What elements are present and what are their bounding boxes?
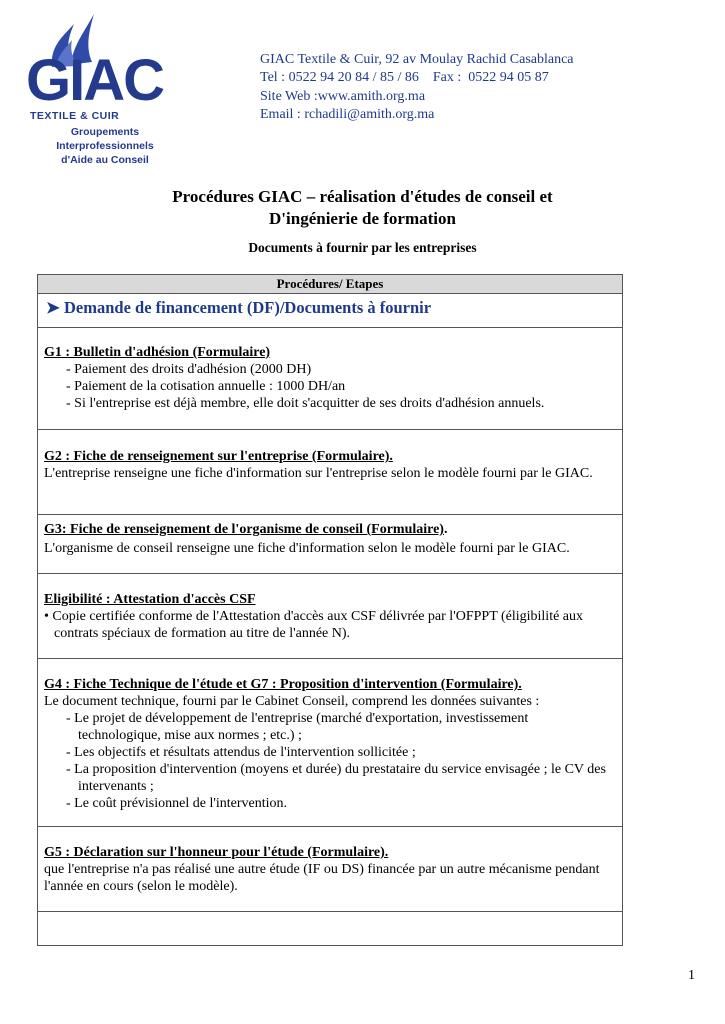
giac-logo [22, 12, 172, 166]
contact-website[interactable]: Site Web :www.amith.org.ma [260, 88, 426, 104]
table-row-empty [38, 912, 622, 945]
contact-address: GIAC Textile & Cuir, 92 av Moulay Rachid Casablanca [260, 52, 574, 67]
arrow-bullet-icon: ➤ [46, 298, 60, 317]
logo-subtitle: Groupements Interprofessionnels d'Aide au Conseil [56, 126, 154, 166]
table-row: G3: Fiche de renseignement de l'organisme de conseil (Formulaire). L'organisme de conseil renseigne une fiche d'information selon le modèle fourni par le GIAC. [38, 515, 622, 574]
procedures-table [37, 274, 623, 946]
logo-tagline: TEXTILE & CUIR [30, 110, 120, 122]
table-row: G1 : Bulletin d'adhésion (Formulaire) - Paiement des droits d'adhésion (2000 DH) - Paiement de la cotisation annuelle : 1000 DH/an - Si l'entreprise est déjà membre, elle doit s'acquitter de ses droits d'adhésion annuels. [38, 328, 622, 430]
page-title: Procédures GIAC – réalisation d'études de conseil et D'ingénierie de formation [172, 187, 553, 228]
bullet-icon: • [44, 609, 53, 624]
page-number: 1 [688, 968, 695, 983]
page-subtitle: Documents à fournir par les entreprises [248, 240, 477, 255]
logo-wordmark: GIAC [26, 48, 163, 113]
table-header: Procédures/ Etapes [38, 275, 622, 294]
table-row: G5 : Déclaration sur l'honneur pour l'étude (Formulaire). que l'entreprise n'a pas réalisé une autre étude (IF ou DS) financée par un autre mécanisme pendant l'année en cours (selon le modèle). [38, 827, 622, 912]
table-row: G4 : Fiche Technique de l'étude et G7 : Proposition d'intervention (Formulaire). Le document technique, fourni par le Cabinet Conseil, comprend les données suivantes : - Le projet de développement de l'entreprise (marché d'exportation, investissement technologique, mise aux normes ; etc.) ; - Les objectifs et résultats attendus de l'intervention sollicitée ; - La proposition d'intervention (moyens et durée) du prestataire du service envisagée ; le CV des intervenants ; - Le coût prévisionnel de l'intervention. [38, 659, 622, 827]
table-row: G2 : Fiche de renseignement sur l'entreprise (Formulaire). L'entreprise renseigne une fiche d'information sur l'entreprise selon le modèle fourni par le GIAC. [38, 430, 622, 515]
section-title: ➤ Demande de financement (DF)/Documents à fournir [38, 294, 622, 328]
contact-block [260, 51, 574, 124]
table-row: Eligibilité : Attestation d'accès CSF • Copie certifiée conforme de l'Attestation d'accès aux CSF délivrée par l'OFPPT (éligibilité aux contrats spéciaux de formation au titre de l'année N). [38, 574, 622, 659]
contact-phone: Tel : 0522 94 20 84 / 85 / 86 Fax : 0522 94 05 87 [260, 70, 549, 86]
contact-email[interactable]: Email : rchadili@amith.org.ma [260, 106, 435, 122]
